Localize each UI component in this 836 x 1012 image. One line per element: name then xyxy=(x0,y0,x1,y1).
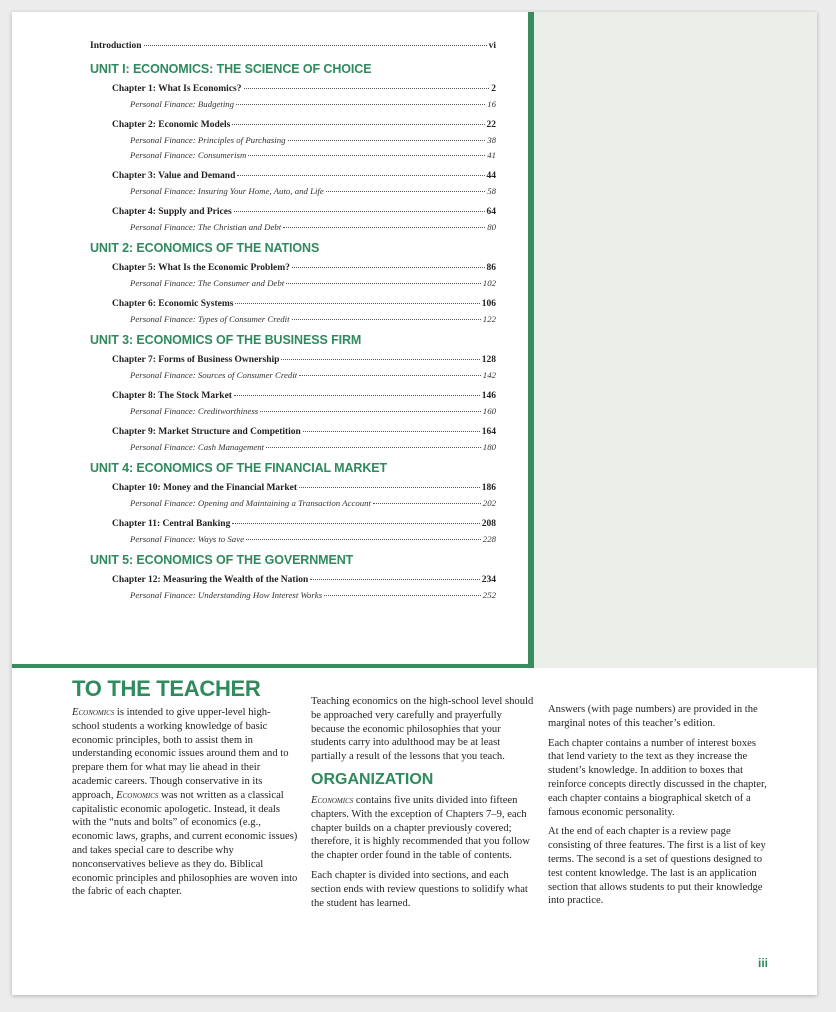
book-title: Economics xyxy=(116,789,159,801)
toc-chapter xyxy=(90,573,496,588)
toc-personal-finance-page: 202 xyxy=(482,498,496,508)
toc-personal-finance-label: Personal Finance: Creditworthiness xyxy=(130,406,259,416)
table-of-contents xyxy=(90,39,496,609)
leader-dots xyxy=(232,124,484,125)
leader-dots xyxy=(283,227,485,228)
leader-dots xyxy=(234,211,485,212)
chapter-group xyxy=(90,118,496,163)
toc-personal-finance-page: 41 xyxy=(487,150,496,160)
toc-chapter-label: Chapter 10: Money and the Financial Market xyxy=(112,483,298,493)
toc-personal-finance-label: Personal Finance: Consumerism xyxy=(130,150,247,160)
toc-personal-finance-page: 142 xyxy=(482,370,496,380)
toc-chapter xyxy=(90,297,496,312)
leader-dots xyxy=(286,283,481,284)
accent-bar-vertical xyxy=(528,12,534,668)
toc-chapter xyxy=(90,261,496,276)
document-page xyxy=(12,12,817,995)
toc-personal-finance xyxy=(90,220,496,235)
book-title: Economics xyxy=(72,707,115,718)
toc-personal-finance-label: Personal Finance: Ways to Save xyxy=(130,534,245,544)
chapter-group xyxy=(90,481,496,511)
unit-heading: UNIT I: ECONOMICS: THE SCIENCE OF CHOICE xyxy=(90,62,372,76)
toc-chapter-page: 128 xyxy=(481,355,496,365)
leader-dots xyxy=(292,267,485,268)
leader-dots xyxy=(260,411,481,412)
toc-units xyxy=(90,62,496,603)
chapter-group xyxy=(90,353,496,383)
toc-chapter-label: Chapter 7: Forms of Business Ownership xyxy=(112,355,280,365)
organization-paragraph-4: Each chapter contains a number of interest boxes that lend variety to the text as they increase the student’s knowledge. In addition to boxes that reinforce concepts directly discussed in the chapter, each chapter contains a biographical sketch of a famous economic personality. xyxy=(548,737,767,818)
organization-paragraph-1 xyxy=(311,794,537,863)
toc-personal-finance-page: 122 xyxy=(482,314,496,324)
toc-introduction xyxy=(90,39,496,54)
toc-personal-finance-page: 38 xyxy=(487,135,496,145)
chapter-group xyxy=(90,169,496,199)
toc-chapter-page: 64 xyxy=(486,207,496,217)
teacher-paragraph-1-text-b: was not written as a classical capitalistic economic apologetic. Instead, it deals with the “nuts and bolts” of economics (e.g., economic laws, graphs, and current economic issues) and takes special care to describe why nonconservatives believe as they do. Biblical economic principles and philosophies are woven into the fabric of each chapter. xyxy=(72,789,298,898)
toc-personal-finance-label: Personal Finance: Understanding How Interest Works xyxy=(130,590,323,600)
toc-personal-finance-page: 252 xyxy=(482,590,496,600)
teacher-paragraph-2: Teaching economics on the high-school level should be approached very carefully and prayerfully because the economic philosophies that your students carry into adulthood may be at least partially a result of the lessons that you teach. xyxy=(311,696,534,763)
toc-unit xyxy=(90,553,496,603)
column-3 xyxy=(548,703,774,914)
leader-dots xyxy=(288,140,486,141)
teacher-paragraph-1 xyxy=(72,706,298,899)
toc-personal-finance-label: Personal Finance: Types of Consumer Credit xyxy=(130,314,290,324)
toc-personal-finance-page: 58 xyxy=(487,186,496,196)
leader-dots xyxy=(144,45,487,46)
organization-paragraph-1-text: contains five units divided into fifteen chapters. With the exception of Chapters 7–9, each chapter builds on a chapter previously covered; therefore, it is highly recommended that you follow the chapter order found in the table of contents. xyxy=(311,794,530,862)
toc-chapter-page: 208 xyxy=(481,519,496,529)
toc-chapter-page: 106 xyxy=(481,299,496,309)
toc-chapter-label: Chapter 11: Central Banking xyxy=(112,519,231,529)
leader-dots xyxy=(324,595,481,596)
chapter-group xyxy=(90,425,496,455)
toc-personal-finance xyxy=(90,133,496,148)
toc-chapter xyxy=(90,169,496,184)
toc-chapter xyxy=(90,481,496,496)
toc-chapter xyxy=(90,118,496,133)
chapter-group xyxy=(90,205,496,235)
leader-dots xyxy=(373,503,481,504)
toc-chapter-page: 146 xyxy=(481,391,496,401)
leader-dots xyxy=(244,88,490,89)
leader-dots xyxy=(248,155,485,156)
toc-personal-finance xyxy=(90,404,496,419)
toc-chapter-label: Chapter 8: The Stock Market xyxy=(112,391,232,401)
toc-chapter-label: Chapter 4: Supply and Prices xyxy=(112,207,232,217)
toc-personal-finance-label: Personal Finance: Opening and Maintaining a Transaction Account xyxy=(130,498,371,508)
unit-heading: UNIT 2: ECONOMICS OF THE NATIONS xyxy=(90,241,320,255)
toc-unit xyxy=(90,241,496,327)
toc-personal-finance xyxy=(90,440,496,455)
toc-chapter-page: 22 xyxy=(486,120,496,130)
unit-heading: UNIT 5: ECONOMICS OF THE GOVERNMENT xyxy=(90,553,354,567)
leader-dots xyxy=(303,431,480,432)
side-panel xyxy=(533,12,817,668)
column-1 xyxy=(72,676,298,905)
leader-dots xyxy=(299,375,481,376)
leader-dots xyxy=(299,487,480,488)
toc-personal-finance xyxy=(90,588,496,603)
organization-heading: ORGANIZATION xyxy=(311,770,434,788)
toc-chapter-page: 186 xyxy=(481,483,496,493)
teacher-paragraph-1-text-a: is intended to give upper-level high-school students a working knowledge of basic economic principles, both to assist them in understanding economic issues around them and to prepare them for what may lie ahead in their academic careers. Though conservative in its approach, xyxy=(72,707,289,801)
leader-dots xyxy=(234,395,480,396)
toc-chapter xyxy=(90,517,496,532)
toc-chapter-label: Chapter 9: Market Structure and Competition xyxy=(112,427,301,437)
toc-personal-finance xyxy=(90,496,496,511)
toc-personal-finance xyxy=(90,368,496,383)
toc-chapter xyxy=(90,389,496,404)
column-2 xyxy=(311,695,537,916)
chapter-group xyxy=(90,297,496,327)
leader-dots xyxy=(292,319,481,320)
leader-dots xyxy=(236,104,485,105)
toc-chapter xyxy=(90,425,496,440)
organization-paragraph-2: Each chapter is divided into sections, and each section ends with review questions to solidify what the student has learned. xyxy=(311,869,528,909)
toc-personal-finance-label: Personal Finance: Principles of Purchasing xyxy=(130,135,286,145)
toc-chapter-page: 234 xyxy=(481,575,496,585)
chapter-group xyxy=(90,389,496,419)
leader-dots xyxy=(232,523,479,524)
accent-bar-horizontal xyxy=(12,664,534,668)
leader-dots xyxy=(326,191,485,192)
toc-personal-finance-page: 102 xyxy=(482,278,496,288)
toc-personal-finance xyxy=(90,312,496,327)
leader-dots xyxy=(235,303,479,304)
leader-dots xyxy=(266,447,481,448)
toc-introduction-page: vi xyxy=(488,41,496,51)
toc-chapter xyxy=(90,205,496,220)
toc-personal-finance-label: Personal Finance: Sources of Consumer Credit xyxy=(130,370,298,380)
toc-personal-finance-label: Personal Finance: Cash Management xyxy=(130,442,265,452)
to-the-teacher-heading: TO THE TEACHER xyxy=(72,676,261,701)
toc-chapter-label: Chapter 6: Economic Systems xyxy=(112,299,234,309)
toc-chapter-page: 2 xyxy=(491,84,496,94)
toc-personal-finance-label: Personal Finance: The Consumer and Debt xyxy=(130,278,285,288)
toc-unit xyxy=(90,461,496,547)
toc-chapter-page: 164 xyxy=(481,427,496,437)
leader-dots xyxy=(310,579,480,580)
toc-personal-finance xyxy=(90,532,496,547)
organization-paragraph-3: Answers (with page numbers) are provided in the marginal notes of this teacher’s edition. xyxy=(548,704,758,729)
chapter-group xyxy=(90,573,496,603)
unit-heading: UNIT 4: ECONOMICS OF THE FINANCIAL MARKET xyxy=(90,461,388,475)
leader-dots xyxy=(281,359,479,360)
toc-personal-finance-label: Personal Finance: Insuring Your Home, Auto, and Life xyxy=(130,186,324,196)
leader-dots xyxy=(237,175,484,176)
unit-heading: UNIT 3: ECONOMICS OF THE BUSINESS FIRM xyxy=(90,333,362,347)
toc-chapter-label: Chapter 2: Economic Models xyxy=(112,120,231,130)
toc-personal-finance xyxy=(90,276,496,291)
toc-personal-finance-label: Personal Finance: The Christian and Debt xyxy=(130,222,282,232)
organization-paragraph-5: At the end of each chapter is a review page consisting of three features. The first is a list of key terms. The second is a set of questions designed to test content knowledge. The last is an application section that allows students to put their knowledge into practice. xyxy=(548,826,766,907)
toc-chapter-label: Chapter 5: What Is the Economic Problem? xyxy=(112,263,290,273)
toc-chapter-page: 44 xyxy=(486,171,496,181)
toc-personal-finance-page: 80 xyxy=(487,222,496,232)
book-title: Economics xyxy=(311,794,354,806)
toc-chapter-page: 86 xyxy=(486,263,496,273)
toc-personal-finance xyxy=(90,97,496,112)
toc-chapter xyxy=(90,353,496,368)
toc-personal-finance-label: Personal Finance: Budgeting xyxy=(130,99,235,109)
toc-personal-finance-page: 16 xyxy=(487,99,496,109)
toc-chapter xyxy=(90,82,496,97)
toc-unit xyxy=(90,333,496,455)
toc-personal-finance xyxy=(90,184,496,199)
toc-chapter-label: Chapter 1: What Is Economics? xyxy=(112,84,242,94)
chapter-group xyxy=(90,82,496,112)
toc-introduction-label: Introduction xyxy=(90,41,142,51)
leader-dots xyxy=(246,539,481,540)
toc-personal-finance-page: 228 xyxy=(482,534,496,544)
toc-personal-finance-page: 160 xyxy=(482,406,496,416)
page-number: iii xyxy=(758,956,769,970)
toc-chapter-label: Chapter 3: Value and Demand xyxy=(112,171,236,181)
toc-chapter-label: Chapter 12: Measuring the Wealth of the Nation xyxy=(112,575,309,585)
chapter-group xyxy=(90,261,496,291)
toc-unit xyxy=(90,62,496,235)
toc-personal-finance-page: 180 xyxy=(482,442,496,452)
chapter-group xyxy=(90,517,496,547)
toc-personal-finance xyxy=(90,148,496,163)
